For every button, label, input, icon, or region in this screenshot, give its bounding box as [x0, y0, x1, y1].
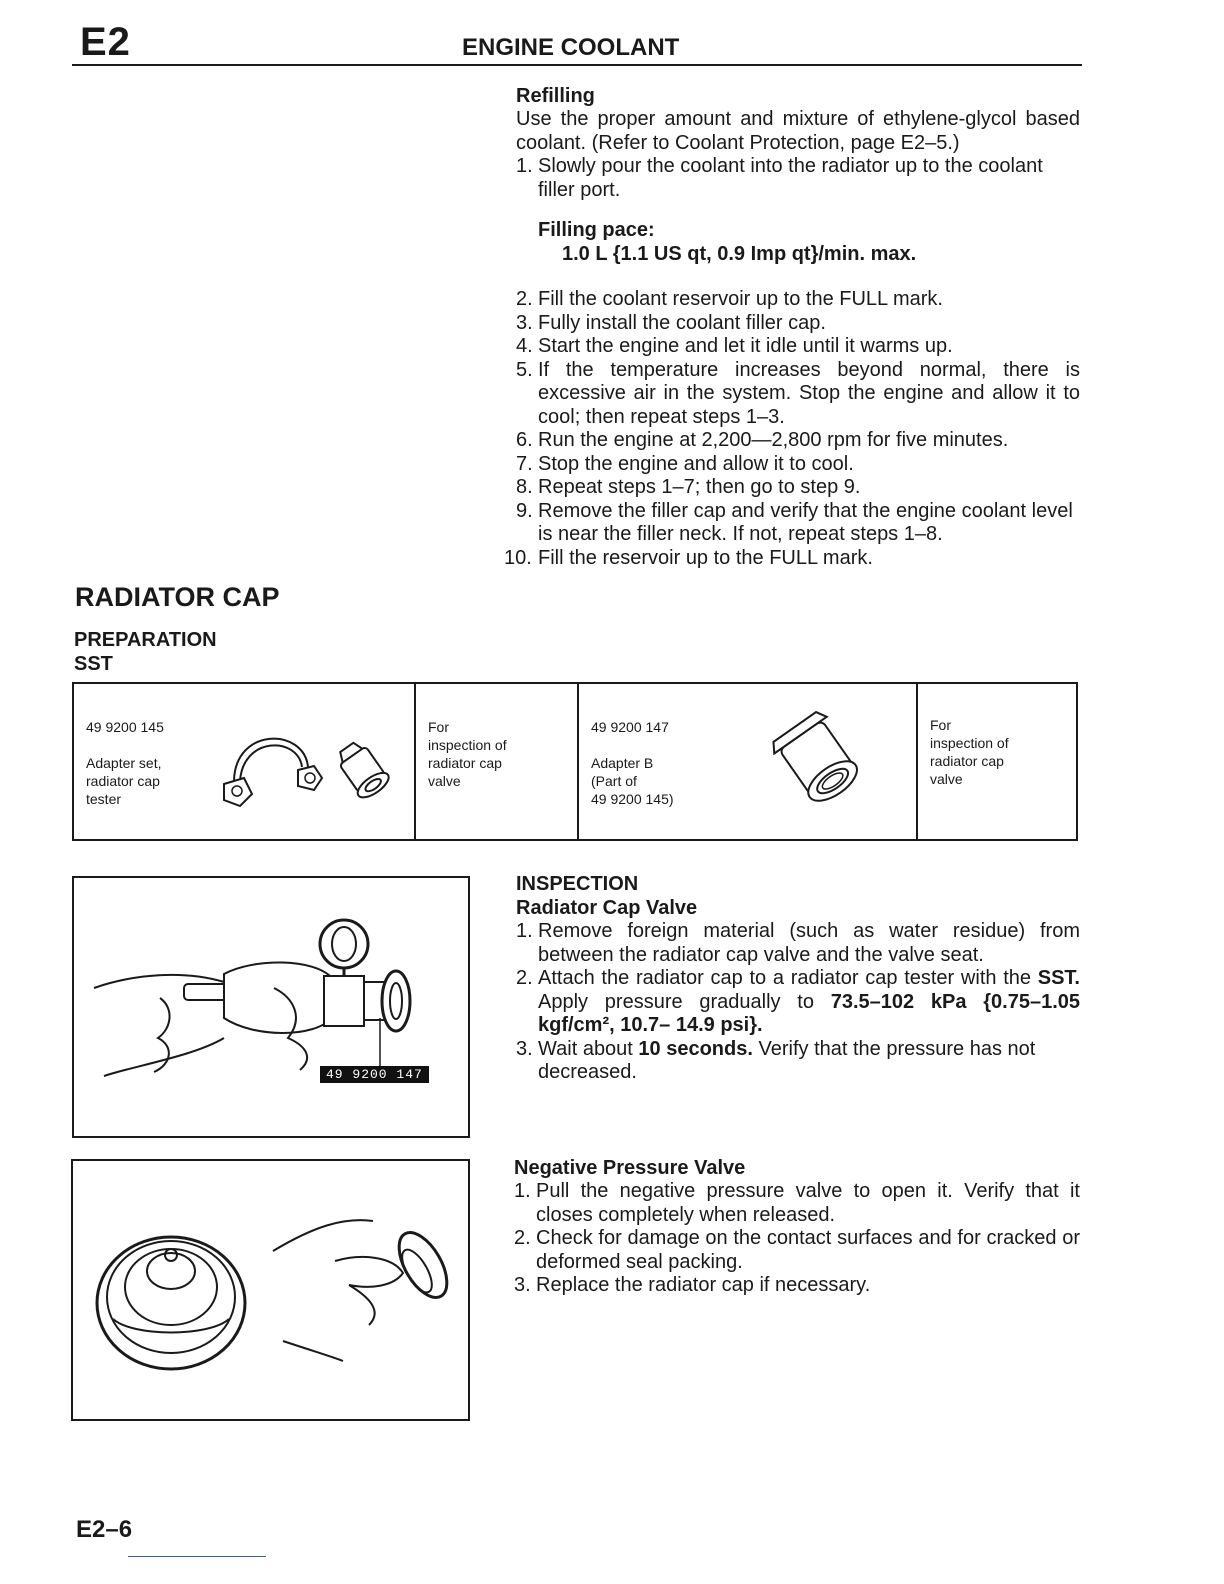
- tool-info: [591, 718, 674, 808]
- step-number: 3.: [516, 1037, 533, 1060]
- list-item: [516, 1038, 1080, 1085]
- header-rule: [72, 64, 1082, 66]
- list-item: [516, 335, 1080, 359]
- use-line: For: [428, 719, 449, 735]
- step-text: Slowly pour the coolant into the radiator up to the coolant filler port.: [538, 155, 1043, 201]
- tool-name-line: 49 9200 145): [591, 791, 674, 807]
- negative-valve-illustration: [73, 1161, 468, 1419]
- list-item: [516, 500, 1080, 547]
- refilling-step-list: [516, 155, 1080, 202]
- section-code: E2: [80, 20, 131, 64]
- step-number: 7.: [516, 452, 533, 475]
- step-number: 8.: [516, 476, 533, 498]
- list-item: [516, 967, 1080, 1038]
- sst-cell-tool2: [579, 684, 918, 839]
- tool-info: [86, 718, 164, 808]
- use-line: For: [930, 717, 951, 733]
- step-number: 3.: [516, 311, 533, 334]
- sst-cell-use2: [918, 684, 1076, 839]
- inspection-section: [516, 872, 1080, 1085]
- step-number: 3.: [514, 1274, 531, 1296]
- refilling-section: [504, 84, 1080, 570]
- bottom-rule: [128, 1556, 266, 1557]
- step-text: Fully install the coolant filler cap.: [538, 311, 826, 334]
- step-number: 4.: [516, 335, 533, 357]
- pressure-spec: 73.5–102 kPa {0.75–1.05 kgf/cm², 10.7– 14.9 psi}.: [538, 990, 1080, 1036]
- negative-valve-section: [514, 1156, 1080, 1298]
- step-number: 1.: [516, 920, 533, 942]
- step-text: Fill the coolant reservoir up to the FULL mark.: [538, 288, 943, 310]
- time-spec: 10 seconds.: [638, 1037, 753, 1060]
- section-title: ENGINE COOLANT: [462, 34, 680, 61]
- negative-valve-heading: Negative Pressure Valve: [514, 1157, 746, 1179]
- use-line: radiator cap: [428, 755, 502, 771]
- step-number: 5.: [516, 358, 533, 381]
- filling-pace-block: [516, 218, 1080, 266]
- step-number: 1.: [514, 1180, 531, 1202]
- tool-name-line: Adapter B: [591, 755, 654, 771]
- list-item: [504, 546, 1080, 571]
- step-text: Attach the radiator cap to a radiator cap tester with the: [538, 967, 1038, 989]
- step-number: 2.: [516, 967, 533, 989]
- cap-tester-figure: [72, 876, 470, 1138]
- tool-name-line: (Part of: [591, 773, 637, 789]
- step-text: Replace the radiator cap if necessary.: [536, 1274, 871, 1296]
- step-text: Remove the filler cap and verify that the engine coolant level is near the filler neck. If not, repeat steps 1–8.: [538, 499, 1073, 545]
- radiator-cap-valve-heading: Radiator Cap Valve: [516, 897, 698, 919]
- use-line: radiator cap: [930, 753, 1004, 769]
- tool-use: [930, 716, 1009, 788]
- refilling-heading: Refilling: [516, 85, 595, 107]
- list-item: [514, 1227, 1080, 1274]
- tool-name-line: radiator cap: [86, 773, 160, 789]
- list-item: [516, 920, 1080, 967]
- step-text: Apply pressure gradually to: [538, 990, 831, 1013]
- tool-number: 49 9200 147: [591, 719, 669, 735]
- sst-cell-tool1: [74, 684, 416, 839]
- tool-name-line: Adapter set,: [86, 755, 162, 771]
- inspection-heading: INSPECTION: [516, 873, 639, 895]
- sst-heading: SST: [74, 653, 113, 675]
- step-text: Run the engine at 2,200—2,800 rpm for five minutes.: [538, 429, 1009, 451]
- adapter-set-illustration: [214, 712, 414, 822]
- step-number: 10.: [504, 546, 532, 569]
- step-text: Remove foreign material (such as water residue) from between the radiator cap valve and the valve seat.: [538, 920, 1080, 966]
- cap-tester-illustration: [74, 878, 468, 1136]
- list-item: [516, 288, 1080, 312]
- step-number: 1.: [516, 155, 533, 177]
- refilling-intro: Use the proper amount and mixture of ethylene-glycol based coolant. (Refer to Coolant Protection, page E2–5.): [516, 108, 1080, 154]
- step-text: Wait about: [538, 1037, 639, 1060]
- tool-use: [428, 718, 507, 790]
- list-item: [514, 1274, 1080, 1298]
- negative-valve-step-list: [514, 1180, 1080, 1298]
- part-number-tag: 49 9200 147: [320, 1066, 429, 1083]
- radiator-cap-title: RADIATOR CAP: [75, 582, 280, 612]
- list-item: [516, 476, 1080, 500]
- step-number: 6.: [516, 429, 533, 451]
- list-item: [516, 312, 1080, 336]
- list-item: [516, 429, 1080, 453]
- tool-name-line: tester: [86, 791, 122, 807]
- step-text: Check for damage on the contact surfaces and for cracked or deformed seal packing.: [536, 1227, 1080, 1273]
- tool-number: 49 9200 145: [86, 719, 164, 735]
- step-text: Verify that the pressure has not decreased.: [538, 1037, 1036, 1083]
- preparation-heading: PREPARATION: [74, 629, 217, 651]
- list-item: [516, 155, 1080, 202]
- step-number: 2.: [516, 288, 533, 310]
- list-item: [516, 359, 1080, 430]
- list-item: [514, 1180, 1080, 1227]
- refilling-step-list-2: [504, 288, 1080, 570]
- step-number: 2.: [514, 1227, 531, 1249]
- inspection-step-list: [516, 920, 1080, 1085]
- sst-table: [72, 682, 1078, 841]
- list-item: [516, 453, 1080, 477]
- step-text: Start the engine and let it idle until it warms up.: [538, 335, 953, 357]
- negative-valve-figure: [71, 1159, 470, 1421]
- step-text: If the temperature increases beyond normal, there is excessive air in the system. Stop the engine and allow it to cool; then repeat steps 1–3.: [538, 358, 1080, 428]
- step-text: Pull the negative pressure valve to open it. Verify that it closes completely when released.: [536, 1180, 1080, 1226]
- step-text: Repeat steps 1–7; then go to step 9.: [538, 476, 861, 498]
- use-line: inspection of: [930, 735, 1009, 751]
- step-text: Stop the engine and allow it to cool.: [538, 452, 854, 475]
- use-line: valve: [428, 773, 461, 789]
- use-line: valve: [930, 771, 963, 787]
- filling-pace-value: 1.0 L {1.1 US qt, 0.9 Imp qt}/min. max.: [562, 243, 917, 265]
- step-number: 9.: [516, 499, 533, 522]
- adapter-b-illustration: [765, 708, 875, 818]
- preparation-block: [74, 628, 217, 676]
- use-line: inspection of: [428, 737, 507, 753]
- sst-cell-use1: [416, 684, 579, 839]
- sst-emphasis: SST.: [1037, 967, 1080, 989]
- filling-pace-label: Filling pace:: [538, 219, 655, 241]
- page-number: E2–6: [76, 1516, 133, 1543]
- step-text: Fill the reservoir up to the FULL mark.: [538, 546, 873, 569]
